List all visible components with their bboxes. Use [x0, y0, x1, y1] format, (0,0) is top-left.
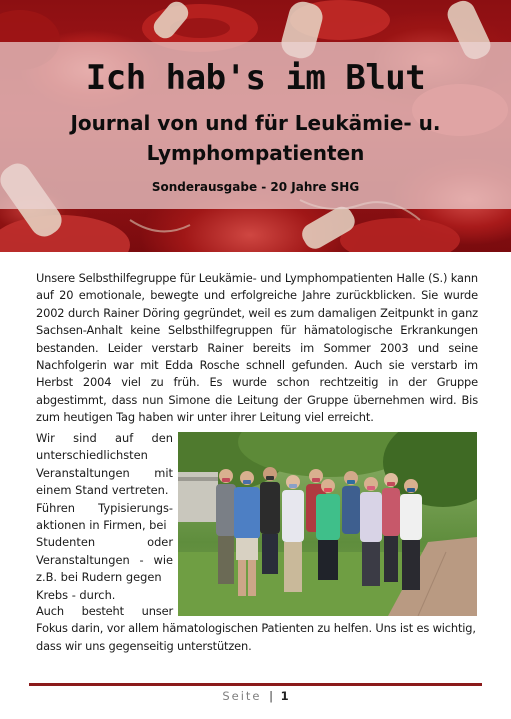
- journal-title: Ich hab's im Blut: [85, 58, 426, 98]
- word: oder: [147, 535, 173, 550]
- word: mit: [154, 465, 173, 480]
- text-line: [36, 517, 173, 534]
- journal-subtitle: [30, 108, 481, 168]
- word: Studenten: [36, 535, 96, 550]
- text-line: [36, 465, 173, 482]
- text-line: [36, 447, 173, 464]
- text-line: [36, 552, 173, 569]
- footer-rule: [29, 683, 482, 686]
- text-line: [36, 569, 173, 586]
- page-footer: [0, 689, 511, 703]
- word: besteht: [81, 604, 124, 618]
- word: Typisierungs-: [98, 500, 173, 515]
- text-line: [36, 482, 173, 499]
- page-label: Seite: [222, 689, 262, 703]
- word: -: [139, 552, 144, 567]
- word: Wir: [36, 431, 55, 445]
- page-separator: |: [269, 689, 273, 703]
- subtitle-line-1: Journal von und für Leukämie- u.: [70, 111, 441, 135]
- word: unser: [141, 604, 173, 618]
- text-line: [36, 534, 173, 551]
- word: den: [151, 431, 173, 445]
- word: unterschiedlichsten: [36, 448, 148, 463]
- text-line: [36, 603, 173, 620]
- header-banner: [0, 0, 511, 252]
- word: z.B. bei Rudern gegen: [36, 570, 162, 585]
- events-paragraph: [36, 430, 173, 604]
- text-line: dass wir uns gegenseitig unterstützen.: [36, 638, 252, 653]
- group-photo: [178, 432, 477, 616]
- word: Veranstaltungen: [36, 465, 130, 480]
- word: sind: [73, 431, 97, 445]
- word: Führen: [36, 500, 76, 515]
- text-line: [36, 430, 173, 447]
- subtitle-line-2: Lymphompatienten: [146, 141, 365, 165]
- text-line: [36, 500, 173, 517]
- word: Veranstaltungen: [36, 552, 130, 567]
- text-line: Fokus darin, vor allem hämatologischen Patienten zu helfen. Uns ist es wichtig,: [36, 621, 476, 636]
- page-number: 1: [280, 689, 289, 703]
- word: wie: [153, 552, 173, 567]
- word: auf: [115, 431, 134, 445]
- word: Auch: [36, 604, 64, 618]
- group-photo-illustration: [178, 432, 477, 616]
- word: Krebs - durch.: [36, 587, 116, 602]
- intro-paragraph: Unsere Selbsthilfegruppe für Leukämie- und Lymphompatienten Halle (S.) kann auf 20 emotionale, bewegte und erfolgreiche Jahre zurückblicken. Sie wurde 2002 durch Rainer Döring gegründet, weil es zum damaligen Zeitpunkt in ganz Sachsen-Anhalt keine Selbsthilfegruppen für hämatologische Erkrankungen bestanden. Leider verstarb Rainer bereits im Sommer 2003 und seine Nachfolgerin war mit Edda Rosche schnell gefunden. Auch sie verstarb im Herbst 2004 viel zu früh. Es wurde schon rechtzeitig in der Gruppe abgestimmt, dass nun Simone die Leitung der Gruppe übernehmen wird. Bis zum heutigen Tag haben wir unter ihrer Leitung viel erreicht.: [36, 271, 478, 425]
- word: aktionen in Firmen, bei: [36, 518, 167, 533]
- special-edition-label: Sonderausgabe - 20 Jahre SHG: [151, 180, 360, 194]
- text-line: [36, 587, 173, 604]
- word: einem Stand vertreten.: [36, 483, 169, 498]
